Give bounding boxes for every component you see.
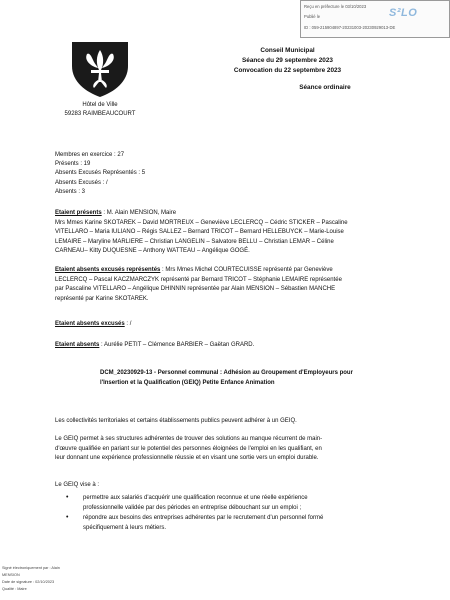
aims-heading: Le GEIQ vise à : xyxy=(55,482,100,488)
town-crest-logo xyxy=(70,40,130,98)
signature-line-1: Signé électroniquement par : Alain xyxy=(2,566,60,570)
convocation-date: Convocation du 22 septembre 2023 xyxy=(233,67,342,74)
signature-line-3: Date de signature : 02/10/2023 xyxy=(2,580,55,584)
deliberation-line-1: DCM_20230929-13 - Personnel communal : Adhésion au Groupement d'Employeurs pour xyxy=(100,370,353,376)
bullet-item-1 xyxy=(83,494,308,513)
represented-line-2: LECLERCQ – Pascal KACZMARCZYK représenté par Bernard TRICOT – Stéphanie LEMAIRE représentée xyxy=(55,276,342,283)
excused-label: Etaient absents excusés xyxy=(55,321,125,327)
present-label: Etaient présents xyxy=(55,210,102,216)
stamp-id: ID : 059-215904897-20231003-20230929013-DE xyxy=(304,25,396,30)
excused-count: Absents Excusés : / xyxy=(55,180,108,186)
intro-paragraph: Les collectivités territoriales et certains établissements publics peuvent adhérer à un GEIQ. xyxy=(55,418,297,424)
represented-line-1: : Mrs Mmes Michel COURTECUISSE représenté par Geneviève xyxy=(160,267,333,273)
present-count: Présents : 19 xyxy=(55,161,91,167)
session-date: Séance du 29 septembre 2023 xyxy=(242,57,333,64)
members-count: Membres en exercice : 27 xyxy=(55,152,125,158)
deliberation-title xyxy=(100,369,398,388)
bullet-2-line-2: spécifiquement à leurs métiers. xyxy=(83,524,167,531)
absent-label: Etaient absents xyxy=(55,342,100,348)
absent-members-block xyxy=(55,341,398,351)
signature-line-4: Qualité : Maire xyxy=(2,587,27,591)
geiq-line-2: d'œuvre qualifiée en pariant sur le potentiel des personnes éloignées de l'emploi en les qualifiant, en xyxy=(55,445,322,452)
stamp-received: Reçu en préfecture le 03/10/2023 xyxy=(304,4,367,9)
present-line-5: CARNEAU– Kitty DUQUESNE – Anthony WATTEAU – Angélique GOGÉ. xyxy=(55,248,250,254)
town-hall-address: 59283 RAIMBEAUCOURT xyxy=(64,111,136,117)
stamp-published: Publié le xyxy=(304,14,321,19)
absent-value: : Aurélie PETIT – Clémence BARBIER – Gaëtan GRARD. xyxy=(99,342,255,348)
deliberation-line-2: l'Insertion et la Qualification (GEIQ) Petite Enfance Animation xyxy=(100,379,275,386)
present-members-block xyxy=(55,209,398,257)
session-type: Séance ordinaire xyxy=(299,84,351,91)
council-title: Conseil Municipal xyxy=(260,47,315,54)
present-line-2: Mrs Mmes Karine SKOTAREK – David MORTREUX – Geneviève LECLERCQ – Cédric STICKER – Pascaline xyxy=(55,219,348,226)
prefecture-receipt-stamp xyxy=(300,0,450,38)
signature-line-2: MENSION xyxy=(2,573,20,577)
geiq-paragraph xyxy=(55,435,398,464)
geiq-line-1: Le GEIQ permet à ses structures adhérentes de trouver des solutions au manque récurrent de main- xyxy=(55,436,323,442)
present-line-3: VITELLARO – Maria IULIANO – Régis SALLEZ – Bernard TRICOT – Bernard HELLEBUYCK – Marie-Louise xyxy=(55,229,344,235)
bullet-item-2 xyxy=(83,514,323,533)
bullet-2-line-1: répondre aux besoins des entreprises adhérentes par le recrutement d'un personnel formé xyxy=(83,515,324,521)
town-hall-label: Hôtel de Ville xyxy=(82,102,118,108)
present-line-1: : M. Alain MENSION, Maire xyxy=(101,210,177,216)
excused-value: : / xyxy=(124,321,132,327)
absent-count: Absents : 3 xyxy=(55,189,86,195)
bullet-dot: • xyxy=(66,494,69,501)
represented-label: Etaient absents excusés représentés xyxy=(55,267,161,273)
bullet-dot: • xyxy=(66,514,69,521)
stamp-brand: S²LO xyxy=(389,7,418,19)
present-line-4: LEMAIRE – Maryline MARLIERE – Christian LANGELIN – Salvatore BELLU – Christian LEMAR – Céline xyxy=(55,238,334,245)
represented-members-block xyxy=(55,266,398,304)
geiq-line-3: leur donnant une expérience professionnelle réussie et en visant une sortie vers un emploi durable. xyxy=(55,455,319,461)
bullet-1-line-2: professionnelle validée par des périodes en entreprise débouchant sur un emploi ; xyxy=(83,504,302,511)
represented-count: Absents Excusés Représentés : 5 xyxy=(55,170,146,176)
represented-line-4: représenté par Karine SKOTAREK. xyxy=(55,295,149,302)
excused-members-block xyxy=(55,320,398,330)
bullet-1-line-1: permettre aux salariés d'acquérir une qualification reconnue et une réelle expérience xyxy=(83,495,308,501)
represented-line-3: par Pascaline VITELLARO – Angélique DHINNIN représentée par Alain MENSION – Sébastien MANCHE xyxy=(55,286,336,292)
